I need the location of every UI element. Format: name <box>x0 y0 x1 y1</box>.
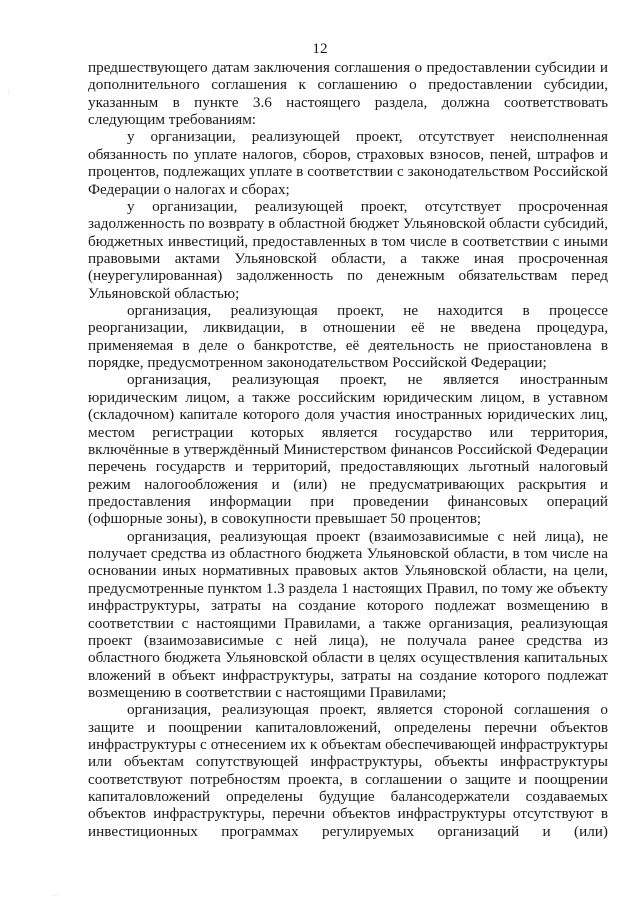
paragraph-investment-agreement: организация, реализующая проект, является стороной соглашения о защите и поощрении капиталовложений, определены перечни объектов инфраструктуры с отнесением их к объектам обеспечивающей инфраструктуры или объектам сопутствующей инфраструктуры, объекты инфраструктуры соответствуют потребностям проекта, в соглашении о защите и поощрении капиталовложений определены будущие балансодержатели создаваемых объектов инфраструктуры, перечни объектов инфраструктуры отсутствуют в инвестиционных программах регулируемых организаций и (или) <box>88 701 608 840</box>
paragraph-overdue-debt: у организации, реализующей проект, отсутствует просроченная задолженность по возврату в областной бюджет Ульяновской области субсидий, бюджетных инвестиций, предоставленных в том числе в соответствии с иными правовыми актами Ульяновской области, а также иная просроченная (неурегулированная) задолженность по денежным обязательствам перед Ульяновской областью; <box>88 197 608 302</box>
paragraph-tax-obligations: у организации, реализующей проект, отсутствует неисполненная обязанность по уплате налогов, сборов, страховых взносов, пеней, штрафов и процентов, подлежащих уплате в соответствии с законодательством Российской Федерации о налогах и сборах; <box>88 128 608 198</box>
document-body <box>88 59 608 840</box>
scan-edge-mark: ⋮ <box>6 90 12 96</box>
paragraph-no-other-funds: организация, реализующая проект (взаимозависимые с ней лица), не получает средства из областного бюджета Ульяновской области, в том числе на основании иных нормативных правовых актов Ульяновской области, на цели, предусмотренные пунктом 1.3 раздела 1 настоящих Правил, по тому же объекту инфраструктуры, затраты на создание которого подлежат возмещению в соответствии с настоящими Правилами, а также организация, реализующая проект (взаимозависимые с ней лица), не получала ранее средства из областного бюджета Ульяновской области в целях осуществления капитальных вложений в объект инфраструктуры, затраты на создание которого подлежат возмещению в соответствии с настоящими Правилами; <box>88 527 608 701</box>
paragraph-reorganization: организация, реализующая проект, не находится в процессе реорганизации, ликвидации, в отношении её не введена процедура, применяемая в деле о банкротстве, её деятельность не приостановлена в порядке, предусмотренном законодательством Российской Федерации; <box>88 302 608 372</box>
paragraph-continuation: предшествующего датам заключения соглашения о предоставлении субсидии и дополнительного соглашения к соглашению о предоставлении субсидии, указанным в пункте 3.6 настоящего раздела, должна соответствовать следующим требованиям: <box>88 59 608 129</box>
page-number: 12 <box>312 40 328 57</box>
scan-edge-mark: ⋯ <box>52 893 58 899</box>
paragraph-foreign-entity: организация, реализующая проект, не является иностранным юридическим лицом, а также российским юридическим лицом, в уставном (складочном) капитале которого доля участия иностранных юридических лиц, местом регистрации которых является государство или территория, включённые в утверждённый Министерством финансов Российской Федерации перечень государств и территорий, предоставляющих льготный налоговый режим налогообложения и (или) не предусматривающих раскрытия и предоставления информации при проведении финансовых операций (офшорные зоны), в совокупности превышает 50 процентов; <box>88 371 608 528</box>
